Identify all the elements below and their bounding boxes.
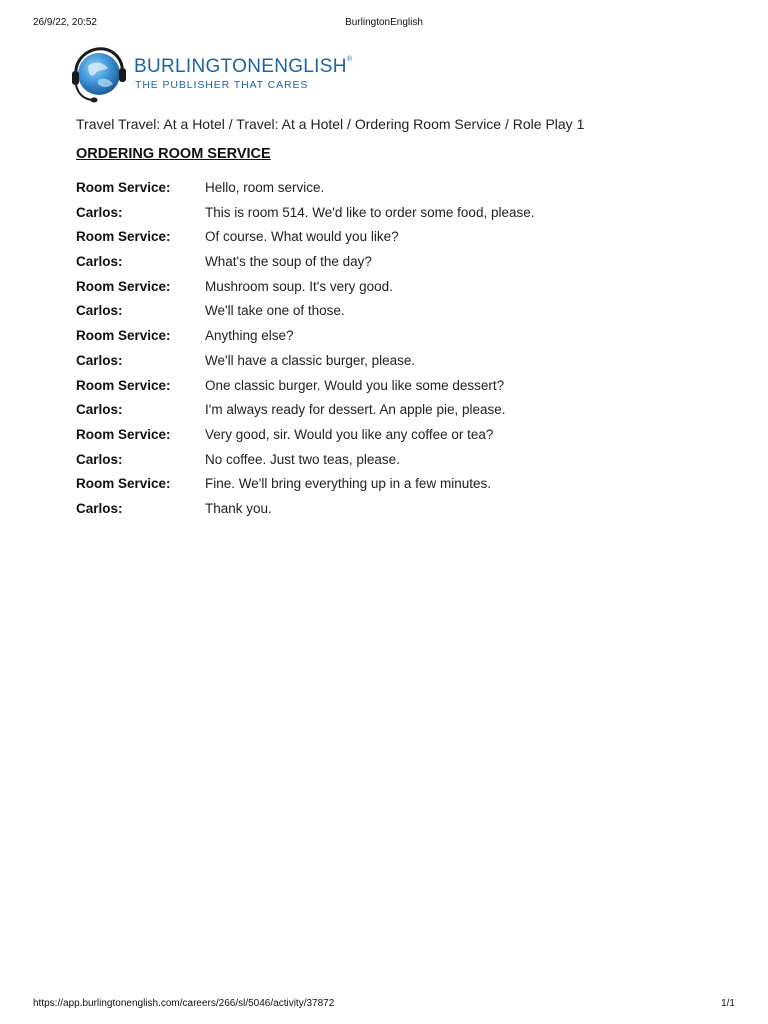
dialogue-line	[76, 452, 696, 477]
dialogue-text: Anything else?	[205, 328, 294, 344]
dialogue-text: What's the soup of the day?	[205, 254, 372, 270]
dialogue-text: Mushroom soup. It's very good.	[205, 278, 393, 294]
dialogue-line	[76, 279, 696, 304]
dialogue-line	[76, 353, 696, 378]
dialogue-line	[76, 229, 696, 254]
speaker-name: Carlos:	[76, 352, 123, 368]
print-document-title: BurlingtonEnglish	[345, 17, 423, 28]
dialogue-line	[76, 427, 696, 452]
breadcrumb: Travel Travel: At a Hotel / Travel: At a Hotel / Ordering Room Service / Role Play 1	[76, 116, 585, 132]
speaker-name: Carlos:	[76, 451, 123, 467]
dialogue-line	[76, 180, 696, 205]
speaker-name: Carlos:	[76, 402, 123, 418]
speaker-name: Room Service:	[76, 278, 171, 294]
dialogue-text: We'll take one of those.	[205, 303, 345, 319]
dialogue-list	[76, 180, 696, 526]
print-footer	[33, 998, 735, 1012]
dialogue-line	[76, 303, 696, 328]
dialogue-line	[76, 328, 696, 353]
dialogue-text: Fine. We'll bring everything up in a few minutes.	[205, 476, 491, 492]
speaker-name: Room Service:	[76, 180, 171, 195]
brand-tagline: THE PUBLISHER THAT CARES	[135, 79, 309, 91]
brand-name: BURLINGTONENGLISH®	[134, 56, 353, 77]
dialogue-line	[76, 476, 696, 501]
dialogue-line	[76, 254, 696, 279]
speaker-name: Room Service:	[76, 328, 171, 344]
burlington-english-logo	[68, 44, 353, 106]
page-count: 1/1	[721, 998, 735, 1009]
dialogue-text: Of course. What would you like?	[205, 229, 399, 245]
speaker-name: Room Service:	[76, 377, 171, 393]
globe-headset-icon	[68, 44, 128, 104]
dialogue-text: Very good, sir. Would you like any coffee or tea?	[205, 426, 494, 442]
dialogue-text: One classic burger. Would you like some dessert?	[205, 377, 505, 393]
dialogue-line	[76, 501, 696, 526]
print-url: https://app.burlingtonenglish.com/careers/266/sl/5046/activity/37872	[33, 998, 335, 1009]
dialogue-text: We'll have a classic burger, please.	[205, 352, 416, 368]
print-header	[33, 17, 735, 31]
speaker-name: Room Service:	[76, 229, 171, 245]
page-title: ORDERING ROOM SERVICE	[76, 146, 271, 162]
dialogue-line	[76, 205, 696, 230]
speaker-name: Room Service:	[76, 426, 171, 442]
dialogue-text: This is room 514. We'd like to order some food, please.	[205, 204, 535, 220]
speaker-name: Carlos:	[76, 303, 123, 319]
print-datetime: 26/9/22, 20:52	[33, 17, 97, 28]
dialogue-text: I'm always ready for dessert. An apple pie, please.	[205, 402, 506, 418]
dialogue-line	[76, 378, 696, 403]
dialogue-text: Thank you.	[205, 500, 272, 516]
dialogue-text: No coffee. Just two teas, please.	[205, 451, 400, 467]
dialogue-text: Hello, room service.	[205, 180, 325, 195]
speaker-name: Carlos:	[76, 500, 123, 516]
speaker-name: Carlos:	[76, 204, 123, 220]
speaker-name: Carlos:	[76, 254, 123, 270]
speaker-name: Room Service:	[76, 476, 171, 492]
dialogue-line	[76, 402, 696, 427]
